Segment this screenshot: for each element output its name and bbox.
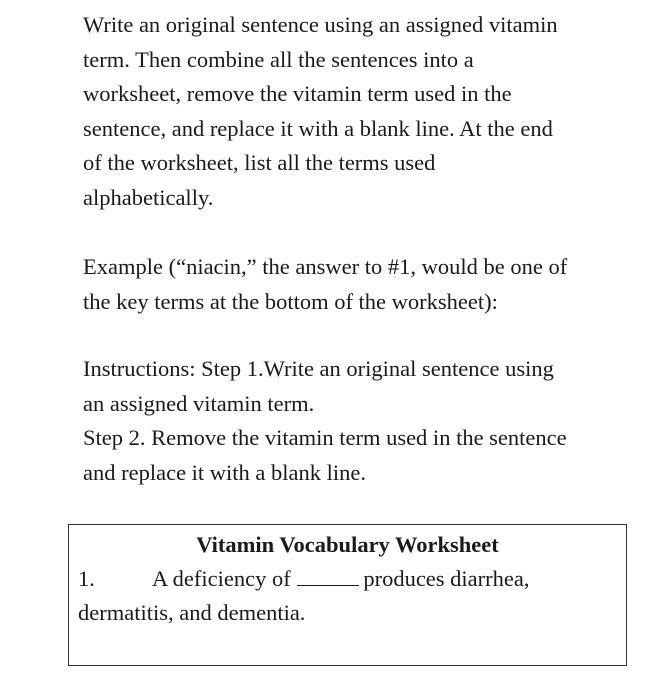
instructions-line: and replace it with a blank line.	[83, 459, 367, 485]
example-paragraph	[83, 250, 633, 319]
item-number: 1.	[78, 566, 95, 591]
answer-blank	[297, 563, 359, 586]
instructions-line: an assigned vitamin term.	[83, 390, 315, 416]
instructions-line: Instructions: Step 1.Write an original sentence using	[83, 356, 554, 381]
intro-line: alphabetically.	[83, 184, 214, 210]
worksheet-box	[68, 524, 627, 666]
item-continuation: dermatitis, and dementia.	[78, 600, 306, 625]
example-line: Example (“niacin,” the answer to #1, would be one of	[83, 254, 568, 279]
intro-paragraph	[83, 8, 633, 215]
intro-line: term. Then combine all the sentences into a	[83, 46, 474, 72]
example-line: the key terms at the bottom of the worksheet):	[83, 288, 498, 314]
intro-line: Write an original sentence using an assigned vitamin	[83, 12, 558, 37]
instructions-line: Step 2. Remove the vitamin term used in the sentence	[83, 425, 567, 450]
worksheet-item	[78, 562, 530, 596]
worksheet-title: Vitamin Vocabulary Worksheet	[196, 532, 499, 557]
intro-line: sentence, and replace it with a blank line. At the end	[83, 115, 553, 141]
intro-line: of the worksheet, list all the terms used	[83, 150, 436, 175]
item-text-after-blank: produces diarrhea,	[363, 566, 530, 591]
intro-line: worksheet, remove the vitamin term used in the	[83, 81, 512, 106]
instructions-paragraph	[83, 352, 633, 490]
item-text-before-blank: A deficiency of	[152, 566, 291, 591]
